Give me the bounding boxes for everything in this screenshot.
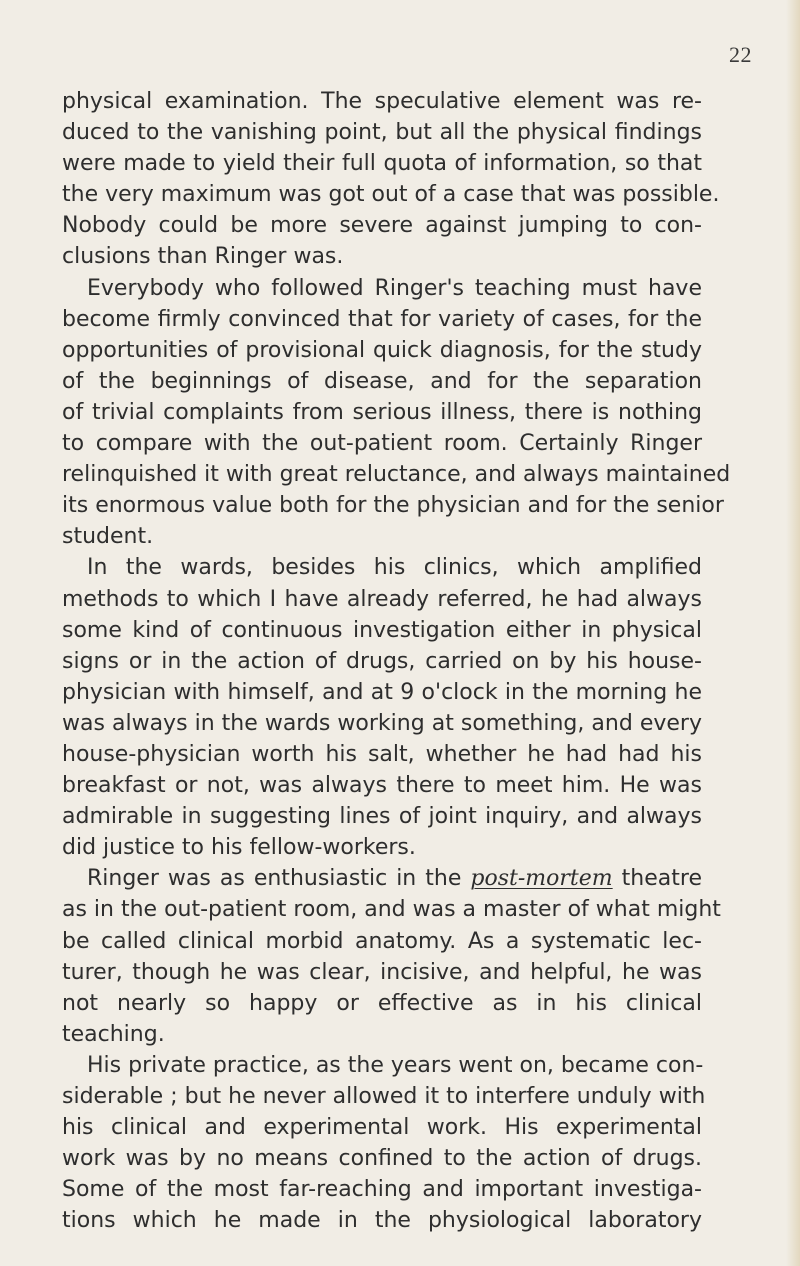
text-line: his clinical and experimental work. His experimental: [62, 1115, 702, 1141]
text-line: its enormous value both for the physician and for the senior: [62, 493, 724, 519]
text-line: tions which he made in the physiological laboratory: [62, 1208, 702, 1234]
text-line: did justice to his fellow-workers.: [62, 835, 416, 861]
text-line: become firmly convinced that for variety of cases, for the: [62, 306, 702, 332]
text-line: His private practice, as the years went on, became con-: [87, 1052, 704, 1078]
text-line: signs or in the action of drugs, carried on by his house-: [62, 648, 702, 674]
text-line: student.: [62, 524, 154, 550]
text-line: clusions than Ringer was.: [62, 244, 344, 270]
text-line: physician with himself, and at 9 o'clock in the morning he: [62, 679, 702, 705]
text-segment: Ringer was as enthusiastic in the: [87, 866, 471, 892]
text-line: work was by no means confined to the action of drugs.: [62, 1146, 702, 1172]
text-line: admirable in suggesting lines of joint inquiry, and always: [62, 804, 702, 830]
text-line: Some of the most far-reaching and important investiga-: [62, 1177, 702, 1203]
text-line: some kind of continuous investigation either in physical: [62, 617, 702, 643]
text-line: duced to the vanishing point, but all the physical findings: [62, 120, 702, 146]
text-line: not nearly so happy or effective as in his clinical: [62, 990, 702, 1016]
body-text: [62, 86, 731, 1236]
text-line: was always in the wards working at something, and every: [62, 710, 702, 736]
text-line: teaching.: [62, 1021, 165, 1047]
text-line: relinquished it with great reluctance, and always maintained: [62, 462, 731, 488]
text-line: house-physician worth his salt, whether he had had his: [62, 741, 702, 767]
text-line: [62, 863, 702, 894]
text-line: siderable ; but he never allowed it to interfere unduly with: [62, 1084, 706, 1109]
page-number: 22: [729, 42, 752, 67]
text-line: methods to which I have already referred, he had always: [62, 586, 702, 612]
text-line: Nobody could be more severe against jumping to con-: [62, 213, 702, 239]
text-line: of trivial complaints from serious illness, there is nothing: [62, 399, 702, 425]
page-edge-shading: [786, 0, 800, 1266]
text-line: In the wards, besides his clinics, which amplified: [87, 555, 702, 581]
text-line: turer, though he was clear, incisive, and helpful, he was: [62, 959, 702, 985]
italic-term: post-mortem: [470, 866, 613, 892]
text-segment: theatre: [612, 866, 702, 892]
text-line: to compare with the out-patient room. Certainly Ringer: [62, 431, 702, 457]
text-line: of the beginnings of disease, and for the separation: [62, 368, 702, 394]
text-line: Everybody who followed Ringer's teaching must have: [87, 275, 702, 301]
text-line: as in the out-patient room, and was a master of what might: [62, 897, 721, 923]
text-line: the very maximum was got out of a case that was possible.: [62, 182, 720, 208]
text-line: breakfast or not, was always there to meet him. He was: [62, 773, 702, 799]
text-line: be called clinical morbid anatomy. As a systematic lec-: [62, 928, 702, 954]
text-line: opportunities of provisional quick diagnosis, for the study: [62, 337, 702, 363]
text-line: were made to yield their full quota of information, so that: [62, 151, 702, 177]
text-line: physical examination. The speculative element was re-: [62, 89, 702, 114]
